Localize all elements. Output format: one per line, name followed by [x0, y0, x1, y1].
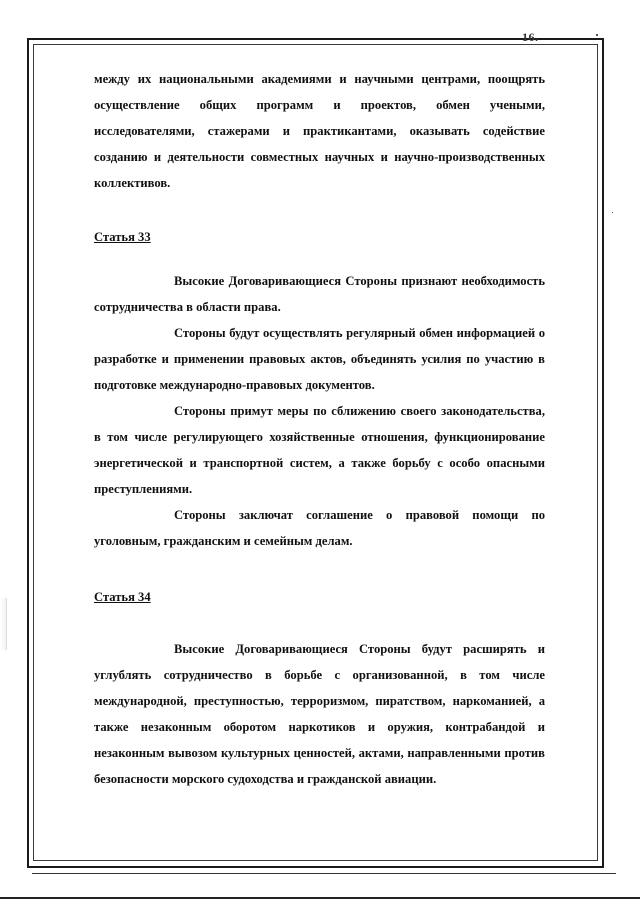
article-34-heading: Статья 34	[94, 590, 151, 604]
article-33-paragraph: Высокие Договаривающиеся Стороны признают необходимость сотрудничества в области права.	[94, 274, 545, 314]
scan-bottom-edge	[0, 897, 640, 899]
article-33-paragraph: Стороны заключат соглашение о правовой помощи по уголовным, гражданским и семейным делам.	[94, 508, 545, 548]
frame-bottom-line	[32, 873, 616, 874]
intro-paragraph: между их национальными академиями и научными центрами, поощрять осуществление общих программ и проектов, обмен учеными, исследователями, стажерами и практикантами, оказывать содействие созданию и деятельности совместных научных и научно-производственных коллективов.	[94, 72, 545, 190]
article-34-paragraph: Высокие Договаривающиеся Стороны будут расширять и углублять сотрудничество в борьбе с организованной, в том числе международной, преступностью, терроризмом, пиратством, наркоманией, а также незаконным оборотом наркотиков и оружия, контрабандой и незаконным вывозом культурных ценностей, актами, направленными против безопасности морского судоходства и гражданской авиации.	[94, 642, 545, 786]
page-number: 16.	[522, 30, 539, 44]
article-33-paragraph: Стороны будут осуществлять регулярный обмен информацией о разработке и применении правовых актов, объединять усилия по участию в подготовке международно-правовых документов.	[94, 326, 545, 392]
scan-speck	[612, 212, 613, 213]
scan-left-edge-mark	[0, 598, 7, 650]
scan-speck	[596, 34, 598, 36]
document-body	[94, 66, 545, 792]
article-33-heading: Статья 33	[94, 230, 151, 244]
article-33-paragraph: Стороны примут меры по сближению своего законодательства, в том числе регулирующего хозяйственные отношения, функционирование энергетической и транспортной систем, а также борьбу с особо опасными преступлениями.	[94, 404, 545, 496]
